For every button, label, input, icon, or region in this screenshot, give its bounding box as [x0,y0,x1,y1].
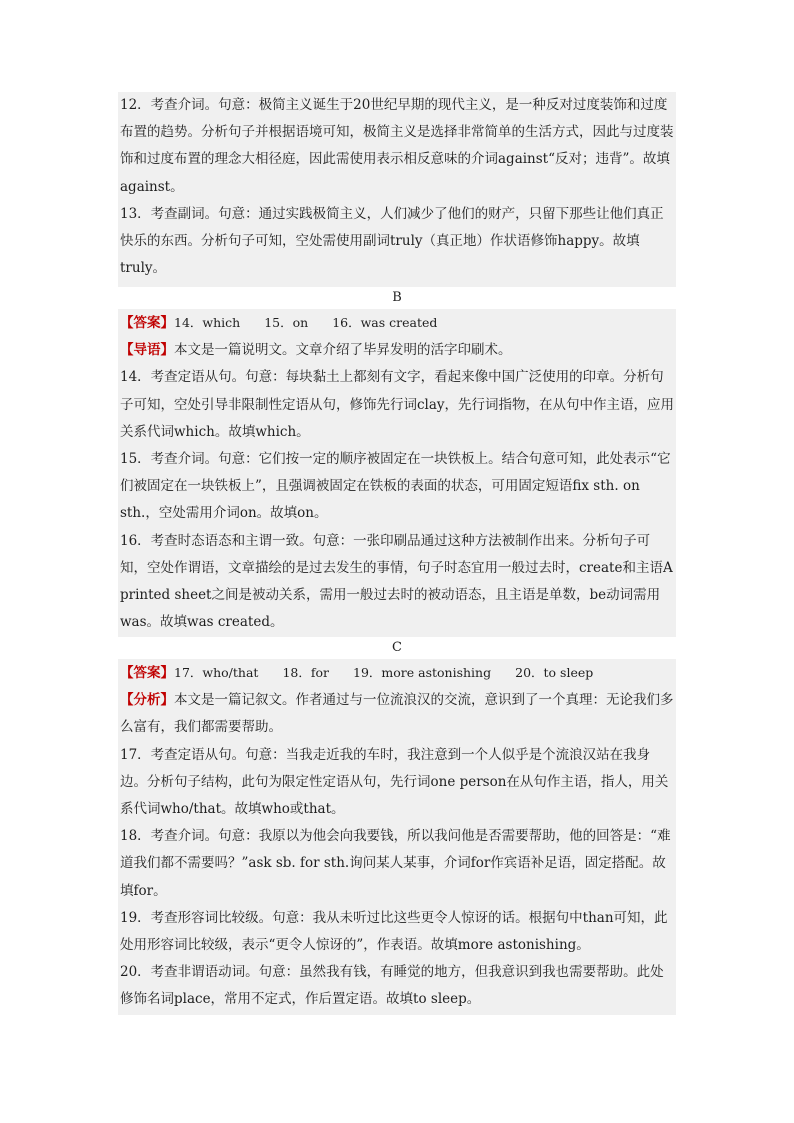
q15-explanation: 15．考查介词。句意：它们按一定的顺序被固定在一块铁板上。结合句意可知，此处表示“它们被固定在一块铁板上”，且强调被固定在铁板的表面的状态，可用固定短语fix sth. on sth.，空处需用介词on。故填on。 [120,451,671,522]
section-c-heading: C [392,640,402,655]
guide-text: 本文是一篇说明文。文章介绍了毕昇发明的活字印刷术。 [174,342,512,359]
q14-explanation: 14．考查定语从句。句意：每块黏土上都刻有文字，看起来像中国广泛使用的印章。分析句子可知，空处引导非限制性定语从句，修饰先行词clay，先行词指物，在从句中作主语，应用关系代词which。故填which。 [120,369,675,440]
section-c-explanations [118,659,676,1015]
section-b-answer-line [120,309,676,337]
answer-15: 15．on [264,315,309,330]
answer-19: 19．more astonishing [353,665,492,680]
section-c-answer-line [120,659,676,687]
q17-explanation: 17．考查定语从句。句意：当我走近我的车时，我注意到一个人似乎是个流浪汉站在我身边。分析句子结构，此句为限定性定语从句，先行词one person在从句作主语，指人，用关系代词who/that。故填who或that。 [120,746,669,818]
analysis-label: 【分析】 [120,692,174,709]
answer-18: 18．for [282,665,329,680]
answer-label: 【答案】 [120,665,174,681]
section-b-heading: B [392,290,402,305]
section-b-guide [120,337,676,364]
answer-17: 17．who/that [174,665,259,680]
q18-explanation: 18．考查介词。句意：我原以为他会向我要钱，所以我问他是否需要帮助，他的回答是：“难道我们都不需要吗？”ask sb. for sth.询问某人某事，介词for作宾语补足语，固定搭配。故填for。 [120,828,671,899]
q19-explanation: 19．考查形容词比较级。句意：我从未听过比这些更令人惊讶的话。根据句中than可知，此处用形容词比较级，表示“更令人惊讶的”，作表语。故填more astonishing。 [120,909,668,954]
answer-16: 16．was created [332,315,438,330]
section-a-explanations [118,92,676,287]
answer-20: 20．to sleep [515,665,594,680]
q13-explanation: 13．考查副词。句意：通过实践极简主义，人们减少了他们的财产，只留下那些让他们真正快乐的东西。分析句子可知，空处需使用副词truly（真正地）作状语修饰happy。故填truly。 [120,205,664,277]
section-b-explanations [118,309,676,637]
q12-explanation: 12．考查介词。句意：极简主义诞生于20世纪早期的现代主义，是一种反对过度装饰和过度布置的趋势。分析句子并根据语境可知，极简主义是选择非常简单的生活方式，因此与过度装饰和过度布置的理念大相径庭，因此需使用表示相反意味的介词against“反对；违背”。故填against。 [120,97,674,195]
guide-label: 【导语】 [120,342,174,359]
answer-label: 【答案】 [120,315,174,331]
analysis-text: 本文是一篇记叙文。作者通过与一位流浪汉的交流，意识到了一个真理：无论我们多么富有，我们都需要帮助。 [120,692,674,736]
q16-explanation: 16．考查时态语态和主谓一致。句意：一张印刷品通过这种方法被制作出来。分析句子可知，空处作谓语，文章描绘的是过去发生的事情，句子时态宜用一般过去时，create和主语A printed sheet之间是被动关系，需用一般过去时的被动语态，且主语是单数，be动词需用was。故填was created。 [120,532,673,631]
section-c-analysis [120,687,676,741]
answer-14: 14．which [174,315,241,330]
q20-explanation: 20．考查非谓语动词。句意：虽然我有钱，有睡觉的地方，但我意识到我也需要帮助。此处修饰名词place，常用不定式，作后置定语。故填to sleep。 [120,964,664,1008]
